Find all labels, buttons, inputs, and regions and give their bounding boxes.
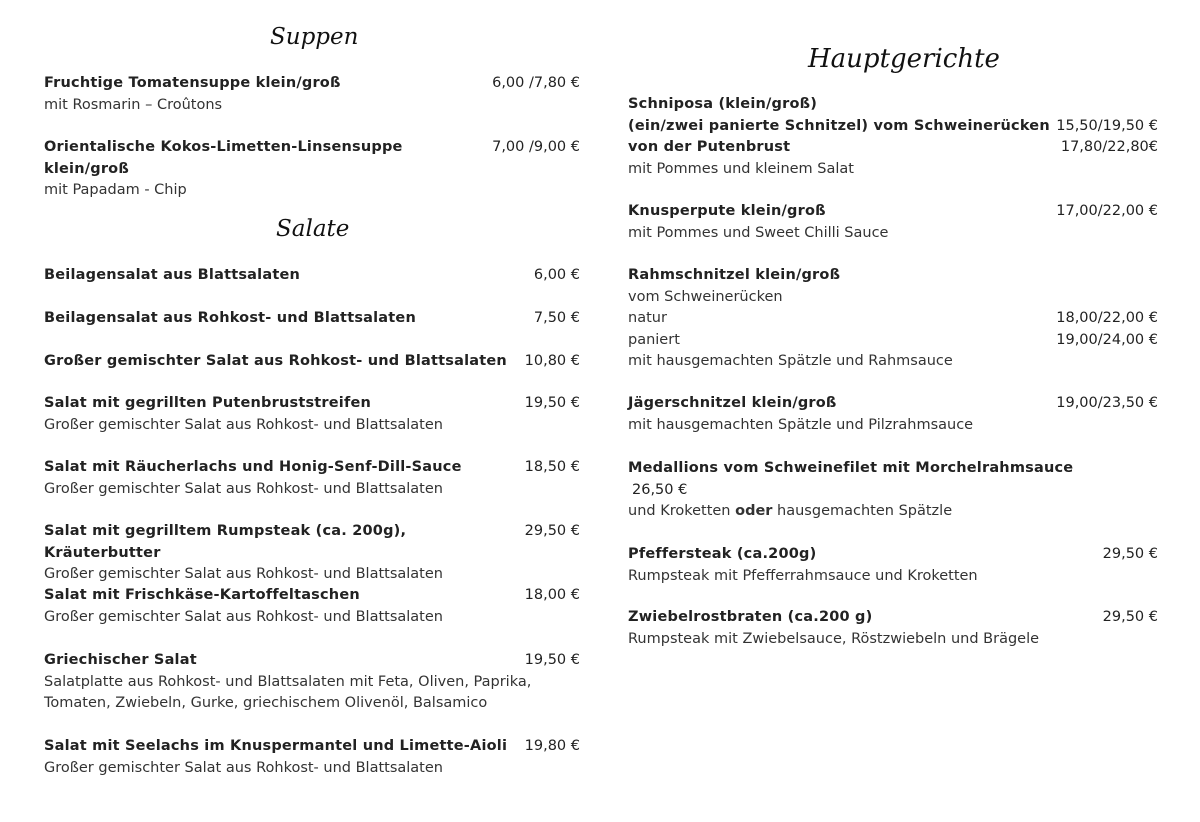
item-name: Pfeffersteak (ca.200g) [628,546,817,562]
item-name: Beilagensalat aus Rohkost- und Blattsalaten [44,310,416,326]
menu-item [44,393,580,436]
item-price: 29,50 € [1102,546,1158,562]
desc-text: hausgemachten Spätzle [772,503,953,519]
menu-item [628,94,1158,180]
item-price: 17,80/22,80€ [1060,139,1158,155]
item-price: 19,00/24,00 € [1056,331,1158,348]
item-price: 7,50 € [533,310,580,326]
item-variant: natur [628,310,667,326]
item-price: 15,50/19,50 € [1056,117,1158,134]
item-name: Griechischer Salat [44,652,197,668]
item-name: Fruchtige Tomatensuppe klein/groß [44,75,341,91]
item-variant: (ein/zwei panierte Schnitzel) vom Schweinerücken [628,117,1050,134]
item-description: Großer gemischter Salat aus Rohkost- und Blattsalaten [44,566,443,582]
item-name: Jägerschnitzel klein/groß [628,395,837,411]
menu-item [628,544,1158,587]
item-name: Beilagensalat aus Blattsalaten [44,267,301,283]
item-price: 10,80 € [524,353,580,369]
item-description: Großer gemischter Salat aus Rohkost- und Blattsalaten [44,416,443,433]
item-description [628,501,1158,523]
section-title-suppen: Suppen [270,24,359,50]
item-name: Knusperpute klein/groß [628,203,826,219]
section-title-hauptgerichte: Hauptgerichte [808,44,1000,74]
item-description: mit hausgemachten Spätzle und Pilzrahmsauce [628,416,974,433]
item-price: 6,00 € [533,267,580,283]
item-name: Salat mit gegrillten Putenbruststreifen [44,395,372,411]
item-price: 29,50 € [1102,609,1158,625]
section-title-salate: Salate [276,216,350,242]
item-description: mit Papadam - Chip [44,182,187,198]
item-price: 18,50 € [524,459,580,475]
item-name: Salat mit Frischkäse-Kartoffeltaschen [44,587,360,603]
desc-emphasis: oder [735,503,773,519]
item-price: 19,80 € [524,738,580,754]
item-variant: paniert [628,331,680,348]
item-description: Salatplatte aus Rohkost- und Blattsalaten mit Feta, Oliven, Paprika, [44,673,532,690]
item-description: mit Rosmarin – Croûtons [44,96,223,113]
menu-item [628,607,1158,650]
item-price: 29,50 € [524,523,580,539]
item-name: Schniposa (klein/groß) [628,96,818,112]
item-name: Zwiebelrostbraten (ca.200 g) [628,609,873,625]
item-description: Rumpsteak mit Zwiebelsauce, Röstzwiebeln und Brägele [628,630,1040,647]
item-price: 18,00 € [524,587,580,603]
menu-item [628,265,1158,373]
item-price: 19,50 € [524,652,580,668]
menu-item [44,650,580,715]
item-name: Salat mit gegrilltem Rumpsteak (ca. 200g), Kräuterbutter [44,523,407,561]
menu-item [44,585,580,628]
item-name: Medallions vom Schweinefilet mit Morchelrahmsauce [628,460,1074,476]
item-price: 19,50 € [524,395,580,411]
item-name: Salat mit Räucherlachs und Honig-Senf-Dill-Sauce [44,459,462,475]
item-description-line2: Tomaten, Zwiebeln, Gurke, griechischem Olivenöl, Balsamico [44,695,488,711]
menu-item [628,201,1158,244]
item-description: Großer gemischter Salat aus Rohkost- und Blattsalaten [44,480,443,497]
item-description: vom Schweinerücken [628,288,783,305]
menu-item [628,393,1158,436]
menu-item [44,73,580,116]
item-variant: von der Putenbrust [628,139,791,155]
item-name: Orientalische Kokos-Limetten-Linsensuppe klein/groß [44,139,403,177]
desc-text: und Kroketten [628,503,736,519]
menu-item [44,308,580,330]
item-name: Großer gemischter Salat aus Rohkost- und Blattsalaten [44,353,507,369]
item-price: 7,00 /9,00 € [492,139,580,155]
menu-item [44,351,580,373]
menu-item [44,736,580,779]
menu-item [44,521,580,586]
item-name: Salat mit Seelachs im Knuspermantel und Limette-Aioli [44,738,508,754]
menu-item [44,137,580,202]
menu-item [44,457,580,500]
item-description: Großer gemischter Salat aus Rohkost- und Blattsalaten [44,759,443,776]
item-description: Großer gemischter Salat aus Rohkost- und Blattsalaten [44,608,443,625]
item-price: 6,00 /7,80 € [492,75,580,91]
item-description: mit Pommes und Sweet Chilli Sauce [628,224,889,241]
item-price: 26,50 € [632,481,688,498]
menu-item [44,265,580,287]
item-description: mit hausgemachten Spätzle und Rahmsauce [628,353,953,369]
item-price: 19,00/23,50 € [1056,395,1158,411]
item-name: Rahmschnitzel klein/groß [628,267,841,283]
menu-item [628,458,1158,523]
item-price: 17,00/22,00 € [1056,203,1158,219]
item-description: Rumpsteak mit Pfefferrahmsauce und Kroketten [628,567,978,584]
item-price: 18,00/22,00 € [1056,310,1158,326]
item-description: mit Pommes und kleinem Salat [628,160,854,177]
